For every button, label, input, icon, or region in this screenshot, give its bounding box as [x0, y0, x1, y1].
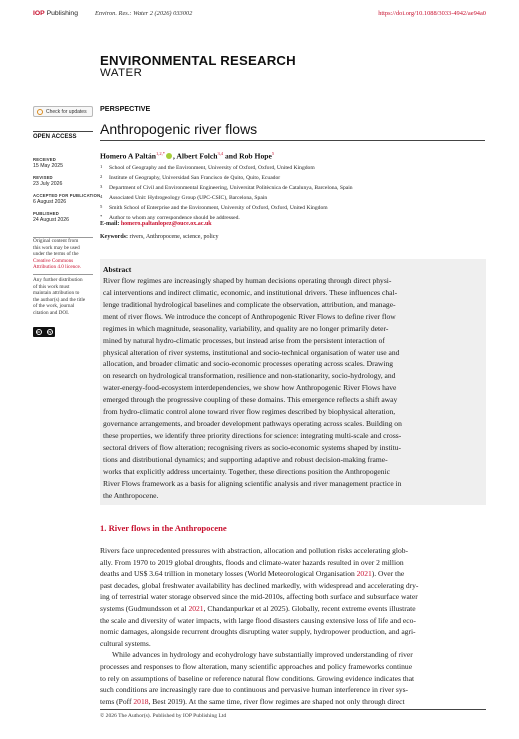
abstract-line: mined by natural hydro-climatic processes, but instead arise from the persistent interaction of: [103, 335, 385, 345]
check-for-updates-button[interactable]: [33, 106, 93, 117]
author-3[interactable]: Rob Hope: [239, 151, 272, 161]
body-line: cultural systems.: [100, 638, 151, 648]
article-type: PERSPECTIVE: [100, 104, 151, 113]
journal-subtitle: WATER: [100, 67, 143, 79]
author-2[interactable]: Albert Folch: [176, 151, 218, 161]
history-accepted: ACCEPTED FOR PUBLICATION 6 August 2026: [33, 193, 101, 205]
iop-publishing-logo[interactable]: IOP Publishing: [33, 10, 78, 17]
citation-link[interactable]: 2018: [133, 696, 149, 706]
abstract-line: these properties, we identify three priority directions for science: integrating multi-scale and cross-: [103, 430, 402, 440]
abstract-line: sectoral drivers of flow alteration; recognising rivers as socio-economic systems shaped by institu-: [103, 442, 402, 452]
body-line: deaths and US$ 3.64 trillion in monetary losses (World Meteorological Organisation 2021). Over the: [100, 569, 405, 579]
article-title: Anthropogenic river flows: [100, 121, 258, 137]
open-access-label: OPEN ACCESS: [33, 134, 77, 140]
footer-rule: [100, 709, 486, 710]
journal-citation: Environ. Res.: Water 2 (2026) 033002: [95, 10, 193, 17]
abstract-line: water-energy-food-ecosystem interdependencies, we show how Anthropogenic River Flows have: [103, 383, 397, 393]
abstract-line: tions and distributional dynamics; and supporting adaptive and robust decision-making frame-: [103, 454, 388, 464]
section-body: [100, 545, 486, 707]
affiliation-item: 2 Institute of Geography, Universidad San Francisco de Quito, Quito, Ecuador: [100, 173, 281, 181]
section-heading: 1. River flows in the Anthropocene: [100, 523, 227, 533]
abstract-heading: Abstract: [103, 265, 132, 274]
abstract-line: cal interventions and indirect climatic, economic, and institutional drivers. These influences chal-: [103, 287, 398, 297]
abstract-line: governance arrangements, and broader development pathways operating across scales. Building on: [103, 419, 402, 429]
body-line: systems (Gudmundsson et al 2021, Chandanpurkar et al 2025). Globally, recent extreme events illustrate: [100, 603, 416, 613]
title-rule: [100, 140, 485, 141]
doi-link[interactable]: https://doi.org/10.1088/3033-4942/ae94a0: [378, 10, 486, 17]
body-line: to rely on assumptions of baseline or reference natural flow conditions. Growing evidence indicates that: [100, 673, 415, 683]
cc-license-link[interactable]: Creative Commons: [33, 257, 74, 264]
body-line: nomic damages, alongside recurrent droughts disrupting water supply, hydropower production, and agri-: [100, 627, 416, 637]
orcid-icon[interactable]: [166, 153, 172, 159]
keywords: Keywords: rivers, Anthropocene, science, policy: [100, 234, 219, 240]
email-link[interactable]: homero.paltanlopez@ouce.ox.ac.uk: [120, 221, 212, 227]
abstract-line: from hydro-climatic control alone toward river flow regimes described by biophysical alteration,: [103, 407, 396, 417]
citation-link[interactable]: 2021: [356, 569, 372, 579]
license-divider-bottom: [33, 274, 93, 275]
affiliation-item: 3 Department of Civil and Environmental Engineering, Universitat Politècnica de Catalunya, Barcelona, Spain: [100, 183, 353, 191]
citation-link[interactable]: 2021: [188, 603, 204, 613]
abstract-line: physical alteration of river systems, institutional and socio-technical organisation of water use and: [103, 347, 400, 357]
author-list: Homero A Paltán$^{1,2,*}$ , Albert Folch$^{3,4}$ and Rob Hope$^5$: [100, 151, 275, 161]
body-line: the scale and diversity of water impacts, with large flood disasters causing extensive loss of life and eco-: [100, 615, 416, 625]
affiliation-item: 5 Smith School of Enterprise and the Environment, University of Oxford, Oxford, United Kingdom: [100, 203, 328, 211]
affiliation-item: 1 School of Geography and the Environment, University of Oxford, Oxford, United Kingdom: [100, 164, 315, 171]
body-line: processes and responses to flow alteration, many scientific approaches and policy frameworks continue: [100, 661, 413, 671]
history-published: PUBLISHED 24 August 2026: [33, 211, 70, 223]
margin-divider: [33, 131, 93, 132]
abstract-text: [103, 275, 481, 502]
abstract-line: emerged through the progressive coupling of these domains. This emergence reflects a shift away: [103, 395, 398, 405]
history-received: RECEIVED 15 May 2025: [33, 157, 63, 169]
abstract-line: works that explicitly address uncertainty. Together, these directions position the Anthropogenic: [103, 466, 390, 476]
body-line: tems (Poff 2018, Best 2019). At the same time, river flow regimes are shaped not only through direct: [100, 696, 405, 706]
abstract-line: lenge traditional hydrological baselines and complicate the observation, attribution, and manage-: [103, 299, 396, 309]
abstract-line: ment of river flows. We introduce the concept of Anthropogenic River Flows to define river flow: [103, 311, 396, 321]
author-1[interactable]: Homero A Paltán: [100, 151, 156, 161]
abstract-line: regimes in which magnitude, seasonality, variability, and quality are no longer primarily deter-: [103, 323, 389, 333]
abstract-line: on research on hydrological transformation, resilience and non-stationarity, socio-hydrology, and: [103, 371, 396, 381]
copyright-footer: © 2026 The Author(s). Published by IOP Publishing Ltd: [100, 713, 227, 719]
body-line: ally. From 1970 to 2019 global droughts, floods and climate-water hazards resulted in over 2 million: [100, 557, 404, 567]
abstract-line: River flow regimes are increasingly shaped by human decisions operating through direct physi-: [103, 276, 392, 285]
body-line: such conditions are increasingly rare due to continuous and pervasive human interference in river sys-: [100, 685, 409, 695]
body-line: While advances in hydrology and ecohydrology have substantially improved understanding of river: [112, 650, 413, 660]
abstract-line: the Anthropocene.: [103, 490, 159, 500]
history-revised: REVISED 23 July 2026: [33, 175, 63, 187]
check-updates-label: Check for updates: [46, 108, 87, 115]
affiliation-item: * Author to whom any correspondence should be addressed.: [100, 213, 240, 221]
journal-title: ENVIRONMENTAL RESEARCH: [100, 53, 296, 68]
body-line: ing of terrestrial water storage observed since the mid-2010s, affecting both surface and subsurface water: [100, 592, 418, 602]
abstract-line: allocation, and broader climatic and socio-economic processes operating across scales. Drawing: [103, 359, 394, 369]
license-notice: Original content from this work may be used under the terms of the Creative Commons Attribution 4.0 licence.: [33, 238, 93, 271]
check-updates-icon: [37, 109, 43, 115]
abstract-line: River Flows framework as a basis for aligning scientific analysis and river management practice in: [103, 478, 402, 488]
affiliations: [100, 163, 353, 222]
correspondence-email: E-mail: homero.paltanlopez@ouce.ox.ac.uk: [100, 221, 212, 227]
cc-by-badge-icon[interactable]: cc by: [33, 327, 55, 337]
body-line: past decades, global freshwater availability has declined markedly, with widespread and accelerating dry-: [100, 580, 419, 590]
affiliation-item: 4 Associated Unit: Hydrogeology Group (UPC-CSIC), Barcelona, Spain: [100, 193, 268, 201]
attribution-notice: Any further distribution of this work must maintain attribution to the author(s) and the title of the work, journal citation and DOI.: [33, 277, 86, 316]
body-line: Rivers face unprecedented pressures with abstraction, allocation and pollution risks accelerating glob-: [100, 546, 409, 555]
running-header: [33, 10, 486, 22]
